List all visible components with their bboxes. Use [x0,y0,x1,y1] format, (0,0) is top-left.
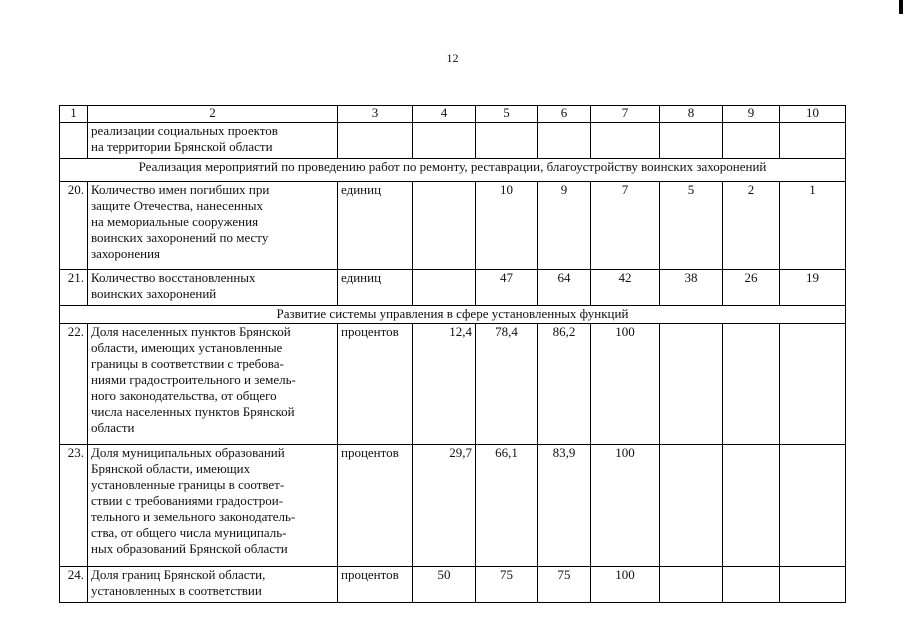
value-cell: 100 [591,324,660,445]
table-row [60,270,846,306]
value-cell [723,445,780,567]
table-row [60,182,846,270]
value-cell [413,123,476,159]
value-cell: 19 [780,270,846,306]
value-cell: 9 [538,182,591,270]
header-cell: 1 [60,106,88,123]
text-line: Доля границ Брянской области, [91,567,266,582]
text-line: ного законодательства, от общего [91,388,277,403]
value-cell: 100 [591,445,660,567]
value-cell [660,123,723,159]
value-cell: 64 [538,270,591,306]
value-cell [591,123,660,159]
header-cell: 3 [338,106,413,123]
text-line: на мемориальные сооружения [91,214,259,229]
value-cell: 78,4 [476,324,538,445]
indicator-name-cell [88,567,338,603]
header-row [60,106,846,123]
text-line: ниями градостроительного и земель- [91,372,296,387]
indicator-name-cell [88,182,338,270]
value-cell [660,567,723,603]
value-cell [780,123,846,159]
section-row [60,306,846,324]
text-line: области [91,420,135,435]
table-row [60,445,846,567]
unit-cell: единиц [338,182,413,270]
header-cell: 5 [476,106,538,123]
value-cell: 66,1 [476,445,538,567]
text-line: воинских захоронений [91,286,217,301]
value-cell: 2 [723,182,780,270]
text-line: захоронения [91,246,161,261]
value-cell: 100 [591,567,660,603]
unit-cell: процентов [338,445,413,567]
text-line: Брянской области, имеющих [91,461,251,476]
row-number: 24. [60,567,88,603]
unit-cell [338,123,413,159]
unit-cell: процентов [338,324,413,445]
table-row [60,324,846,445]
text-line: границы в соответствии с требова- [91,356,284,371]
indicator-name-cell [88,123,338,159]
value-cell [723,123,780,159]
indicator-name-cell [88,445,338,567]
value-cell: 5 [660,182,723,270]
value-cell: 42 [591,270,660,306]
row-number: 23. [60,445,88,567]
value-cell [476,123,538,159]
value-cell [413,270,476,306]
value-cell: 26 [723,270,780,306]
text-line: ных образований Брянской области [91,541,288,556]
text-line: реализации социальных проектов [91,123,278,138]
text-line: защите Отечества, нанесенных [91,198,264,213]
text-line: области, имеющих установленные [91,340,283,355]
value-cell: 29,7 [413,445,476,567]
value-cell: 75 [538,567,591,603]
text-line: на территории Брянской области [91,139,273,154]
text-line: Доля муниципальных образований [91,445,285,460]
text-line: Доля населенных пунктов Брянской [91,324,291,339]
value-cell: 50 [413,567,476,603]
header-cell: 7 [591,106,660,123]
section-title: Реализация мероприятий по проведению работ по ремонту, реставрации, благоустройству воинских захоронений [60,159,846,182]
value-cell [780,445,846,567]
value-cell: 83,9 [538,445,591,567]
value-cell: 38 [660,270,723,306]
text-line: воинских захоронений по месту [91,230,269,245]
table-row [60,567,846,603]
value-cell: 7 [591,182,660,270]
value-cell: 12,4 [413,324,476,445]
section-row [60,159,846,182]
value-cell [538,123,591,159]
value-cell: 47 [476,270,538,306]
header-cell: 8 [660,106,723,123]
text-line: ствии с требованиями градострои- [91,493,283,508]
value-cell: 75 [476,567,538,603]
indicator-name-cell [88,270,338,306]
text-line: Количество восстановленных [91,270,256,285]
value-cell [413,182,476,270]
header-cell: 10 [780,106,846,123]
value-cell [660,324,723,445]
unit-cell: процентов [338,567,413,603]
text-line: числа населенных пунктов Брянской [91,404,295,419]
value-cell [780,324,846,445]
value-cell: 1 [780,182,846,270]
indicator-name-cell [88,324,338,445]
continuation-row [60,123,846,159]
header-cell: 2 [88,106,338,123]
text-line: установленных в соответствии [91,583,262,598]
text-line: установленные границы в соответ- [91,477,285,492]
header-cell: 6 [538,106,591,123]
value-cell: 10 [476,182,538,270]
indicator-table [59,105,846,603]
row-number-cell [60,123,88,159]
text-line: Количество имен погибших при [91,182,270,197]
value-cell [780,567,846,603]
value-cell [660,445,723,567]
text-line: ства, от общего числа муниципаль- [91,525,287,540]
row-number: 22. [60,324,88,445]
page-number: 12 [446,51,459,65]
row-number: 20. [60,182,88,270]
value-cell [723,324,780,445]
value-cell: 86,2 [538,324,591,445]
unit-cell: единиц [338,270,413,306]
text-line: тельного и земельного законодатель- [91,509,296,524]
scan-edge-mark [899,0,903,14]
header-cell: 4 [413,106,476,123]
row-number: 21. [60,270,88,306]
header-cell: 9 [723,106,780,123]
value-cell [723,567,780,603]
section-title: Развитие системы управления в сфере установленных функций [60,306,846,324]
